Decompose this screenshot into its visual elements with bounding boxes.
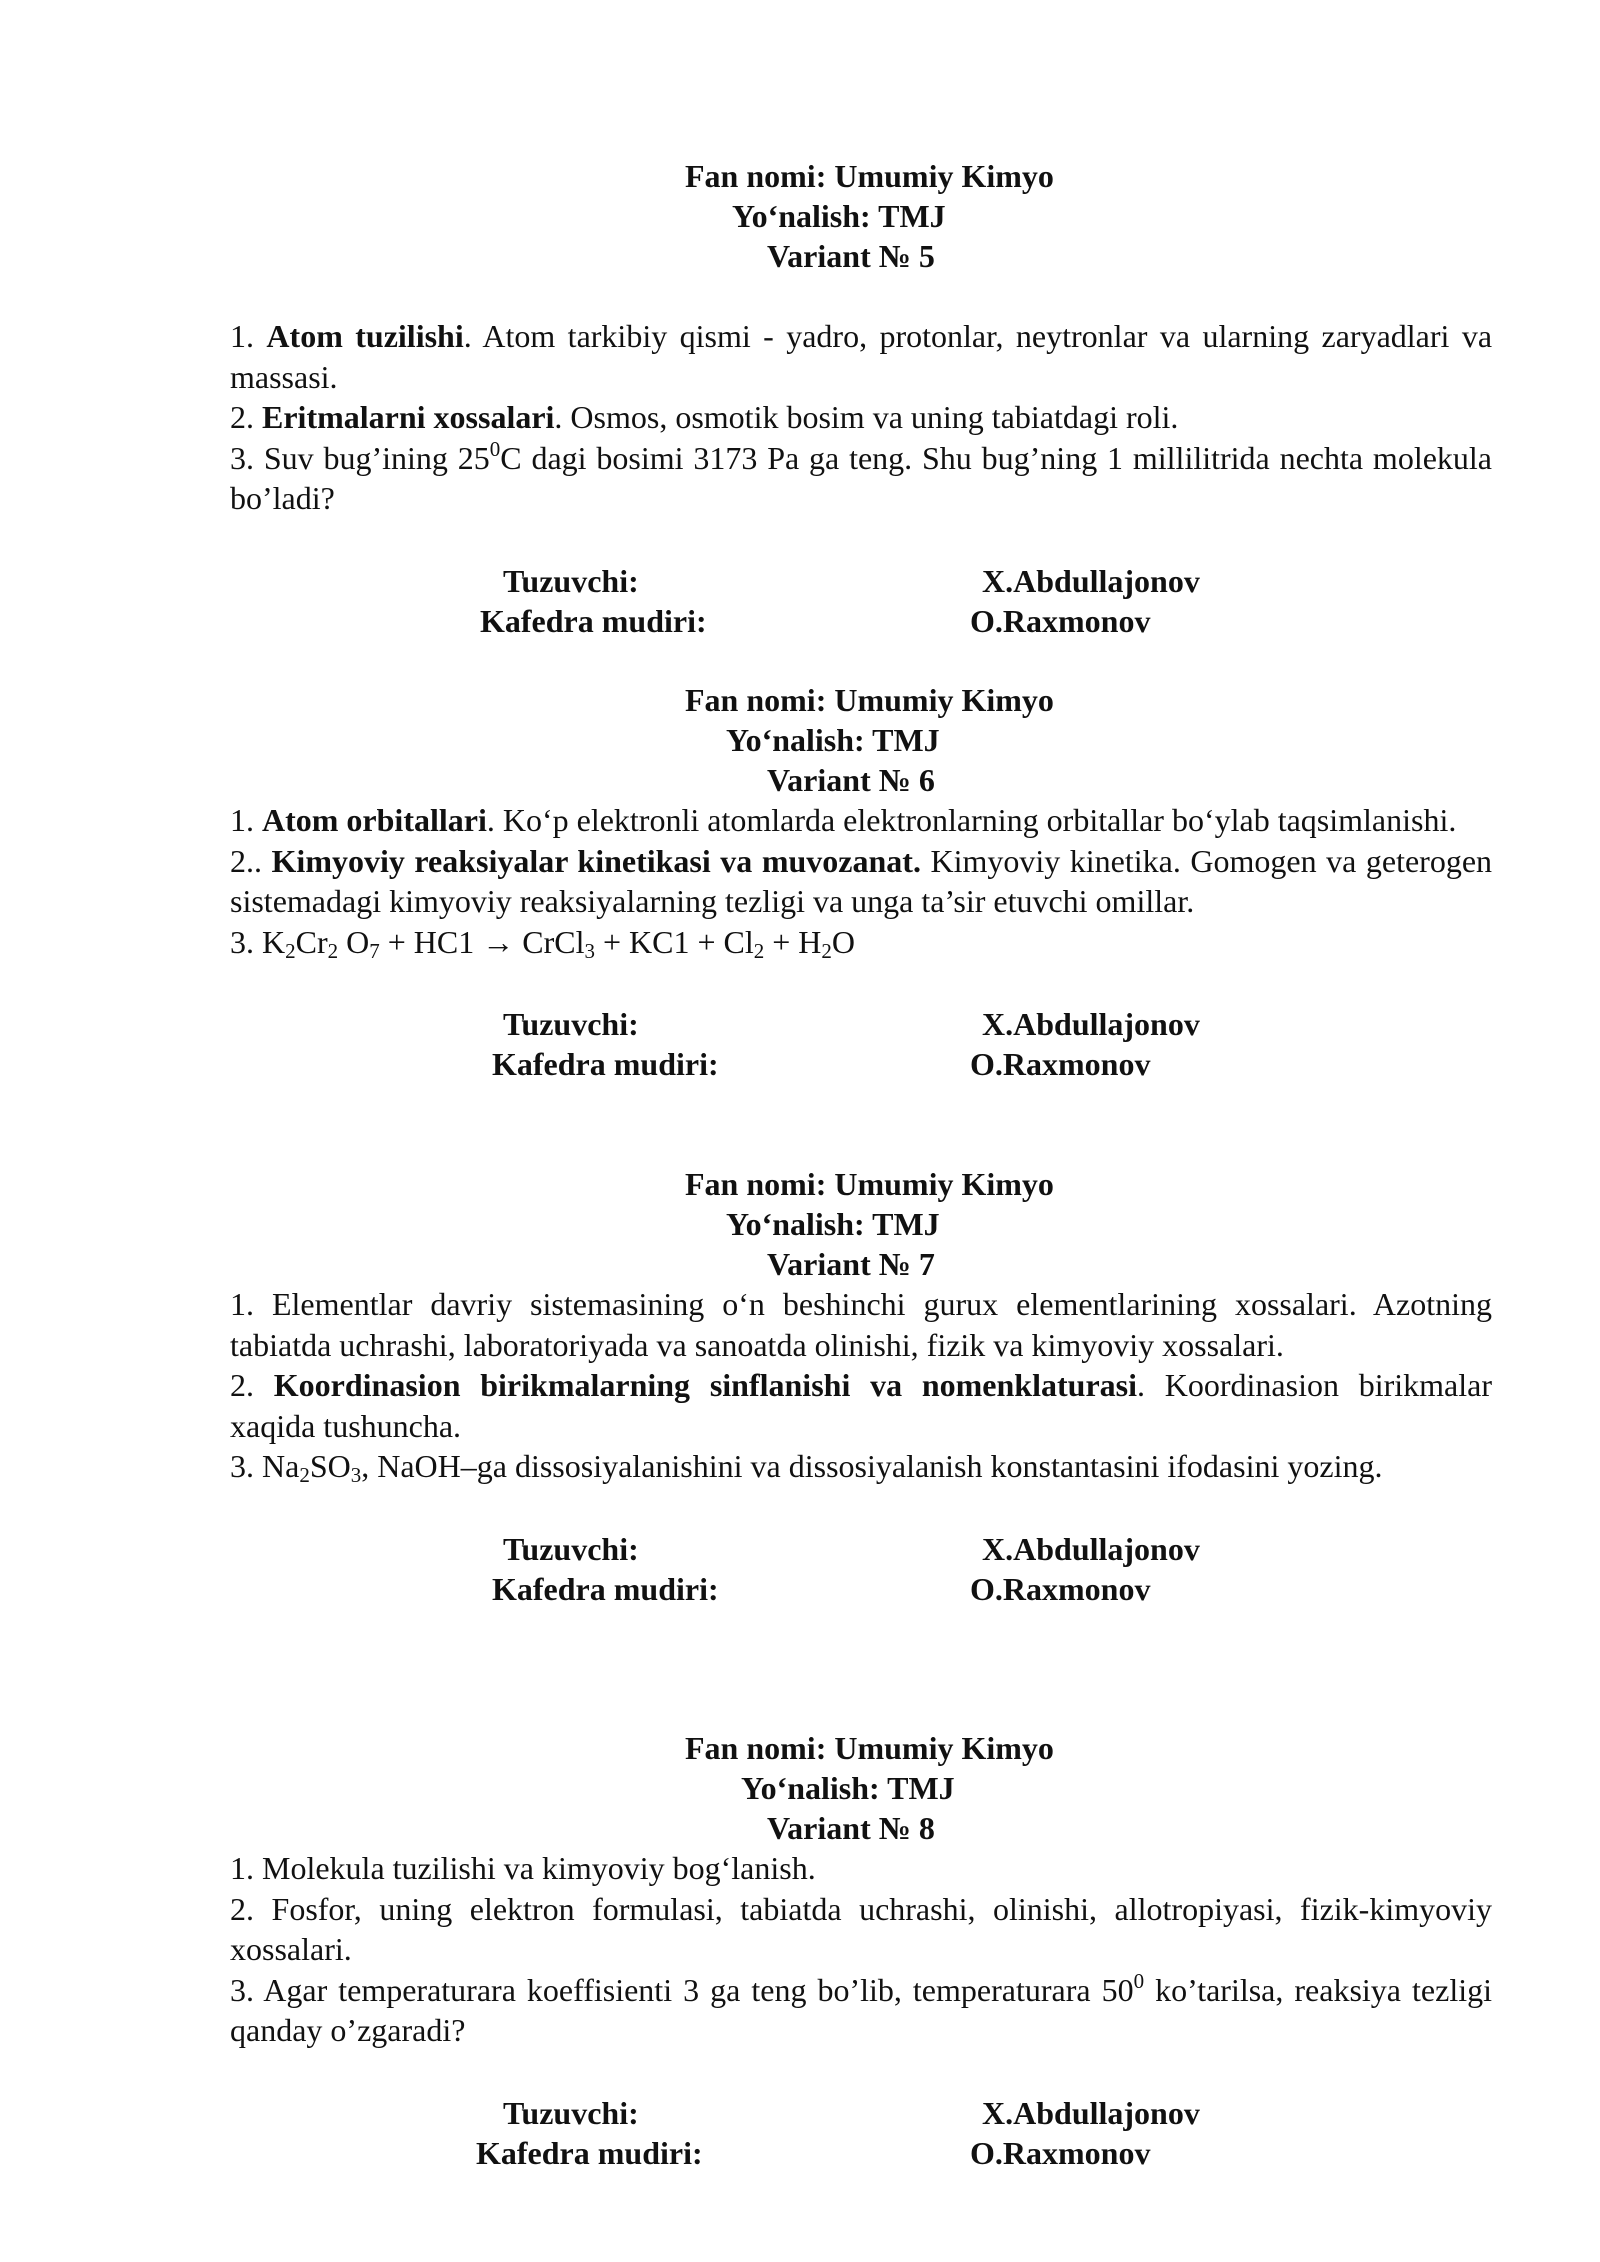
question-2: 2. Fosfor, uning elektron formulasi, tabiatda uchrashi, olinishi, allotropiyasi, fizik-kimyoviy xossalari. (230, 1890, 1492, 1967)
variant-7-block (230, 1164, 1492, 1611)
compiler-label: Tuzuvchi: (503, 1530, 639, 1567)
question-2: 2.. Kimyoviy reaksiyalar kinetikasi va muvozanat. Kimyoviy kinetika. Gomogen va geterogen sistemadagi kimyoviy reaksiyalarning tezligi va unga ta’sir etuvchi omillar. (230, 842, 1493, 919)
question-3-equation: 3. $K_2Cr_2$ $O_7 + HC1$ → CrCl$_3$ + $KC1 + Cl_2 + H_2O$ (230, 923, 855, 963)
compiler-name: X.Abdullajonov (982, 2094, 1200, 2131)
question-3: 3. Agar temperaturara koeffisienti 3 ga teng bo’lib, temperaturara $50^0$ ko’tarilsa, reaksiya tezligi qanday o’zgaradi? (230, 1968, 1493, 2048)
question-3: 3. Suv bug’ining $25^0C$ dagi bosimi 3173 Pa ga teng. Shu bug’ning 1 millilitrida nechta molekula bo’ladi? (230, 436, 1493, 516)
variant-8-block (230, 1728, 1492, 2175)
head-name: O.Raxmonov (970, 1046, 1151, 1082)
question-2-topic: Koordinasion birikmalarning sinflanishi va nomenklaturasi (273, 1367, 1137, 1403)
variant-title: Variant № 6 (767, 762, 935, 798)
variant-title: Variant № 5 (767, 238, 935, 274)
head-name: O.Raxmonov (970, 2134, 1151, 2171)
variant-6-block (230, 680, 1492, 1086)
head-label: Kafedra mudiri: (492, 1046, 719, 1082)
head-name: O.Raxmonov (970, 602, 1151, 639)
question-1: 1. Atom orbitallari. Ko‘p elektronli atomlarda elektronlarning orbitallar bo‘ylab taqsimlanishi. (230, 802, 1457, 838)
direction-heading: Yo‘nalish: TMJ (741, 1770, 955, 1806)
question-3: 3. $Na_2SO_3$, NaOH–ga dissosiyalanishini va dissosiyalanish konstantasini ifodasini yozing. (230, 1448, 1383, 1487)
compiler-name: X.Abdullajonov (982, 1530, 1200, 1567)
subject-heading: Fan nomi: Umumiy Kimyo (685, 1730, 1054, 1766)
compiler-name: X.Abdullajonov (982, 1006, 1200, 1042)
question-2: 2. Eritmalarni xossalari. Osmos, osmotik bosim va uning tabiatdagi roli. (230, 399, 1179, 435)
variant-title: Variant № 8 (767, 1810, 935, 1846)
question-1-topic: Atom tuzilishi (266, 318, 464, 354)
head-label: Kafedra mudiri: (492, 1570, 719, 1607)
variant-5-block (230, 156, 1492, 643)
signature-block (230, 561, 1492, 643)
direction-heading: Yo‘nalish: TMJ (726, 722, 940, 758)
direction-heading: Yo‘nalish: TMJ (726, 1206, 940, 1242)
question-1: 1. Elementlar davriy sistemasining o‘n beshinchi gurux elementlarining xossalari. Azotning tabiatda uchrashi, laboratoriyada va sanoatda olinishi, fizik va kimyoviy xossalari. (230, 1286, 1492, 1363)
head-name: O.Raxmonov (970, 1570, 1151, 1607)
signature-block (230, 1529, 1492, 1611)
question-1: 1. Atom tuzilishi. Atom tarkibiy qismi - yadro, protonlar, neytronlar va ularning zaryadlari va massasi. (230, 318, 1493, 395)
question-2-topic: Eritmalarni xossalari (262, 399, 555, 435)
compiler-label: Tuzuvchi: (503, 562, 639, 599)
head-label: Kafedra mudiri: (476, 2134, 703, 2171)
question-2: 2. Koordinasion birikmalarning sinflanishi va nomenklaturasi. Koordinasion birikmalar xaqida tushuncha. (230, 1367, 1493, 1444)
question-1-topic: Atom orbitallari (262, 802, 487, 838)
compiler-name: X.Abdullajonov (982, 562, 1200, 599)
subject-heading: Fan nomi: Umumiy Kimyo (685, 682, 1054, 718)
head-label: Kafedra mudiri: (480, 602, 707, 639)
direction-heading: Yo‘nalish: TMJ (732, 198, 946, 234)
subject-heading: Fan nomi: Umumiy Kimyo (685, 1166, 1054, 1202)
signature-block (230, 1004, 1492, 1086)
compiler-label: Tuzuvchi: (503, 2094, 639, 2131)
variant-title: Variant № 7 (767, 1246, 935, 1282)
signature-block (230, 2093, 1492, 2175)
question-2-topic: Kimyoviy reaksiyalar kinetikasi va muvozanat. (271, 842, 921, 879)
question-1: 1. Molekula tuzilishi va kimyoviy bog‘lanish. (230, 1850, 816, 1886)
subject-heading: Fan nomi: Umumiy Kimyo (685, 158, 1054, 194)
compiler-label: Tuzuvchi: (503, 1006, 639, 1042)
